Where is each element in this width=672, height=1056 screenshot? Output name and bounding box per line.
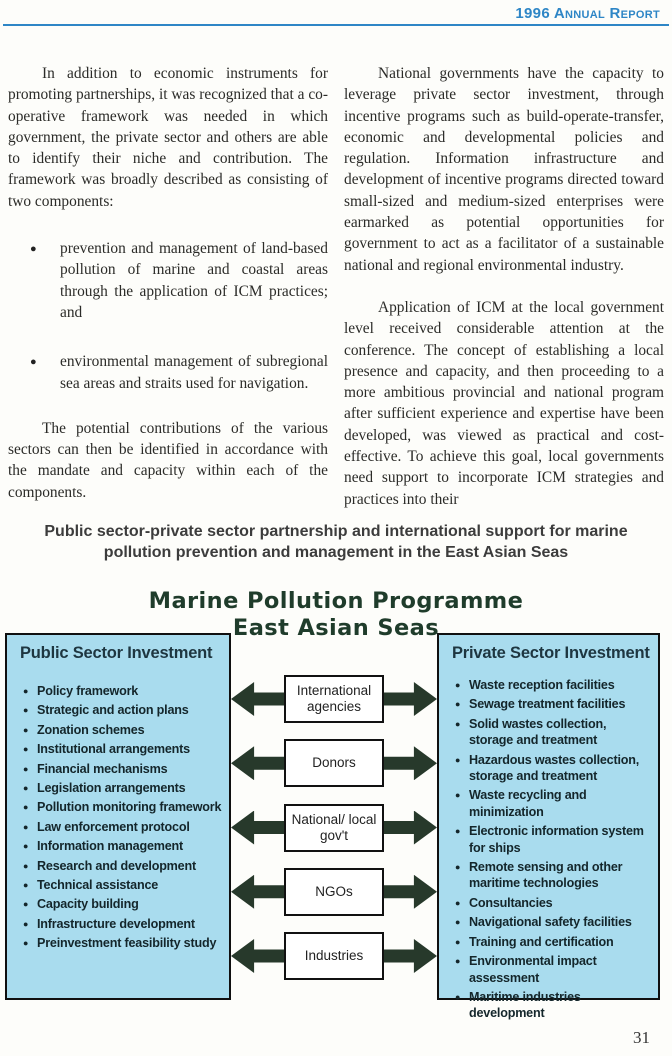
private-sector-box [437,633,660,1021]
arrow-right-icon [382,939,437,973]
private-sector-list [439,677,656,1022]
list-item: ● Pollution monitoring framework [37,799,223,815]
list-item: ● Consultancies [469,895,652,911]
intermediary-box: International agencies [284,675,384,723]
list-item: ● Training and certification [469,934,652,950]
partnership-diagram [0,633,672,1021]
figure-title-line2: East Asian Seas [232,615,440,641]
arrow-left-icon [231,875,286,909]
list-item: ● Preinvestment feasibility study [37,935,223,951]
figure-title [0,588,672,642]
left-column [8,63,328,510]
list-item: ● Technical assistance [37,877,223,893]
list-item: ● Capacity building [37,896,223,912]
list-item: ● Electronic information system for ships [469,823,652,856]
report-title: 1996 Annual Report [515,5,660,22]
arrow-left-icon [231,746,286,780]
list-item: ● Remote sensing and other maritime technologies [469,859,652,892]
list-item: ● Infrastructure development [37,916,223,932]
intermediary-box: Industries [284,932,384,980]
arrow-right-icon [382,875,437,909]
list-item: ● Navigational safety facilities [469,914,652,930]
list-item: ● Institutional arrangements [37,741,223,757]
public-sector-box [5,633,231,1000]
list-item: ● Strategic and action plans [37,702,223,718]
article-columns [8,63,664,510]
paragraph: National governments have the capacity to leverage private sector investment, through incentive programs such as build-operate-transfer, economic and developmental policies and regulation. Information infrastructure and development of incentive programs directed toward small-sized and medium-sized enterprises were earmarked as potential opportunities for government to act as a facilitator of a sustainable national and regional environmental industry. [344,65,664,274]
public-sector-list [7,683,227,952]
intermediary-column [231,633,437,1000]
intermediary-box: National/ local gov't [284,804,384,852]
list-item: ● Research and development [37,858,223,874]
list-item: ● Legislation arrangements [37,780,223,796]
link-row-industries [231,932,437,980]
page-number: 31 [633,1028,650,1047]
component-list [8,238,328,394]
figure-title-line1: Marine Pollution Programme [148,588,524,614]
header-rule [3,24,669,26]
private-sector-title: Private Sector Investment [452,644,650,662]
arrow-right-icon [382,746,437,780]
intermediary-box: Donors [284,739,384,787]
paragraph: In addition to economic instruments for promoting partnerships, it was recognized that a co-operative framework was needed in which government, the private sector and others are able to identify their niche and contribution. The framework was broadly described as consisting of two components: [8,65,328,210]
list-item: ● Sewage treatment facilities [469,696,652,712]
list-item: ● Solid wastes collection, storage and treatment [469,716,652,749]
list-item: ● Zonation schemes [37,722,223,738]
list-item: ● prevention and management of land-based pollution of marine and coastal areas through the application of ICM practices; and [8,238,328,323]
page-header [0,0,672,26]
arrow-left-icon [231,682,286,716]
link-row-donors [231,739,437,787]
arrow-right-icon [382,811,437,845]
link-row-ngos [231,868,437,916]
list-item: ● Law enforcement protocol [37,819,223,835]
list-item: ● Waste recycling and minimization [469,787,652,820]
link-row-national-local-govt [231,804,437,852]
intermediary-box: NGOs [284,868,384,916]
list-item: ● Financial mechanisms [37,761,223,777]
list-item: ● Hazardous wastes collection, storage and treatment [469,752,652,785]
paragraph: The potential contributions of the various sectors can then be identified in accordance with the mandate and capacity within each of the components. [8,419,328,501]
figure-caption: Public sector-private sector partnership and international support for marine pollution prevention and management in the East Asian Seas [44,523,628,561]
list-item: ● environmental management of subregional sea areas and straits used for navigation. [8,351,328,394]
list-item: ● Policy framework [37,683,223,699]
link-row-international-agencies [231,675,437,723]
list-item: ● Maritime industries development [469,989,652,1022]
arrow-left-icon [231,939,286,973]
arrow-left-icon [231,811,286,845]
list-item: ● Waste reception facilities [469,677,652,693]
list-item: ● Environmental impact assessment [469,953,652,986]
arrow-right-icon [382,682,437,716]
public-sector-title: Public Sector Investment [20,644,213,662]
paragraph: Application of ICM at the local government level received considerable attention at the conference. The concept of establishing a local presence and capacity, and then proceeding to a more ambitious provincial and national program after sufficient experience and expertise have been developed, was viewed as practical and cost-effective. To achieve this goal, local governments need support to incorporate ICM strategies and practices into their [344,298,664,508]
right-column [344,63,664,510]
list-item: ● Information management [37,838,223,854]
